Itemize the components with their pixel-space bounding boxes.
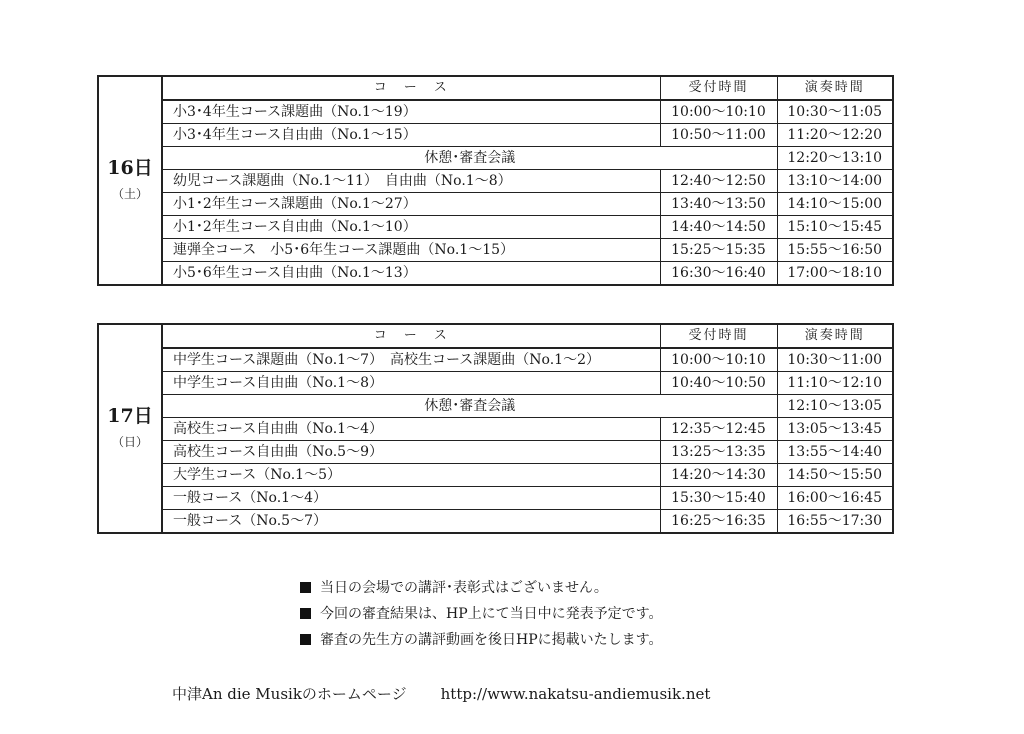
reception-time: 10:40～10:50 — [660, 372, 777, 395]
note-item — [300, 627, 663, 653]
break-label: 休憩･審査会議 — [162, 147, 777, 170]
performance-time: 13:55～14:40 — [777, 441, 893, 464]
reception-time: 16:30～16:40 — [660, 262, 777, 286]
table-row — [98, 262, 893, 286]
day-weekday: （土） — [111, 186, 148, 201]
day-date: 17日 — [107, 404, 153, 427]
reception-time: 14:40～14:50 — [660, 216, 777, 239]
course-name: 幼児コース課題曲（No.1～11） 自由曲（No.1～8） — [162, 170, 660, 193]
course-name: 小1･2年生コース自由曲（No.1～10） — [162, 216, 660, 239]
footer-site-name: 中津An die Musikのホームページ — [172, 685, 407, 703]
table-header-row — [98, 324, 893, 348]
schedule-table-day1 — [97, 75, 894, 286]
performance-time: 16:00～16:45 — [777, 487, 893, 510]
day-cell — [98, 324, 162, 533]
course-name: 中学生コース自由曲（No.1～8） — [162, 372, 660, 395]
performance-time: 17:00～18:10 — [777, 262, 893, 286]
table-row — [98, 216, 893, 239]
reception-time: 10:00～10:10 — [660, 348, 777, 372]
table-row — [98, 464, 893, 487]
performance-time: 11:20～12:20 — [777, 124, 893, 147]
table-row — [98, 418, 893, 441]
table-row — [98, 193, 893, 216]
reception-time: 10:00～10:10 — [660, 100, 777, 124]
break-label: 休憩･審査会議 — [162, 395, 777, 418]
table-row — [98, 348, 893, 372]
note-item — [300, 601, 663, 627]
reception-time: 15:25～15:35 — [660, 239, 777, 262]
header-performance: 演奏時間 — [777, 324, 893, 348]
reception-time: 14:20～14:30 — [660, 464, 777, 487]
performance-time: 10:30～11:05 — [777, 100, 893, 124]
footer — [172, 683, 710, 704]
performance-time: 15:10～15:45 — [777, 216, 893, 239]
course-name: 中学生コース課題曲（No.1～7） 高校生コース課題曲（No.1～2） — [162, 348, 660, 372]
performance-time: 13:05～13:45 — [777, 418, 893, 441]
day-date: 16日 — [107, 156, 153, 179]
course-name: 小3･4年生コース課題曲（No.1～19） — [162, 100, 660, 124]
performance-time: 11:10～12:10 — [777, 372, 893, 395]
header-reception: 受付時間 — [660, 76, 777, 100]
table-row — [98, 170, 893, 193]
course-name: 高校生コース自由曲（No.1～4） — [162, 418, 660, 441]
performance-time: 12:20～13:10 — [777, 147, 893, 170]
reception-time: 13:25～13:35 — [660, 441, 777, 464]
performance-time: 10:30～11:00 — [777, 348, 893, 372]
reception-time: 12:35～12:45 — [660, 418, 777, 441]
note-text: 審査の先生方の講評動画を後日HPに掲載いたします。 — [320, 632, 663, 648]
performance-time: 16:55～17:30 — [777, 510, 893, 534]
header-reception: 受付時間 — [660, 324, 777, 348]
header-performance: 演奏時間 — [777, 76, 893, 100]
course-name: 小3･4年生コース自由曲（No.1～15） — [162, 124, 660, 147]
performance-time: 14:10～15:00 — [777, 193, 893, 216]
table-row — [98, 510, 893, 534]
notes-list — [300, 575, 663, 653]
reception-time: 10:50～11:00 — [660, 124, 777, 147]
performance-time: 12:10～13:05 — [777, 395, 893, 418]
note-text: 今回の審査結果は、HP上にて当日中に発表予定です。 — [320, 606, 663, 622]
day-weekday: （日） — [111, 434, 148, 449]
course-name: 一般コース（No.1～4） — [162, 487, 660, 510]
table-row — [98, 124, 893, 147]
header-course: コ ー ス — [162, 324, 660, 348]
table-row — [98, 372, 893, 395]
table-row — [98, 100, 893, 124]
course-name: 連弾全コース 小5･6年生コース課題曲（No.1～15） — [162, 239, 660, 262]
reception-time: 16:25～16:35 — [660, 510, 777, 534]
reception-time: 12:40～12:50 — [660, 170, 777, 193]
course-name: 一般コース（No.5～7） — [162, 510, 660, 534]
reception-time: 13:40～13:50 — [660, 193, 777, 216]
course-name: 小1･2年生コース課題曲（No.1～27） — [162, 193, 660, 216]
table-row — [98, 441, 893, 464]
schedule-table-day2 — [97, 323, 894, 534]
table-header-row — [98, 76, 893, 100]
square-bullet-icon — [300, 634, 311, 645]
square-bullet-icon — [300, 608, 311, 619]
table-row — [98, 239, 893, 262]
day-cell — [98, 76, 162, 285]
performance-time: 15:55～16:50 — [777, 239, 893, 262]
square-bullet-icon — [300, 582, 311, 593]
header-course: コ ー ス — [162, 76, 660, 100]
course-name: 小5･6年生コース自由曲（No.1～13） — [162, 262, 660, 286]
reception-time: 15:30～15:40 — [660, 487, 777, 510]
footer-url[interactable]: http://www.nakatsu-andiemusik.net — [440, 685, 711, 703]
performance-time: 13:10～14:00 — [777, 170, 893, 193]
break-row — [98, 395, 893, 418]
course-name: 高校生コース自由曲（No.5～9） — [162, 441, 660, 464]
note-item — [300, 575, 663, 601]
break-row — [98, 147, 893, 170]
course-name: 大学生コース（No.1～5） — [162, 464, 660, 487]
table-row — [98, 487, 893, 510]
note-text: 当日の会場での講評･表彰式はございません。 — [320, 580, 608, 596]
performance-time: 14:50～15:50 — [777, 464, 893, 487]
